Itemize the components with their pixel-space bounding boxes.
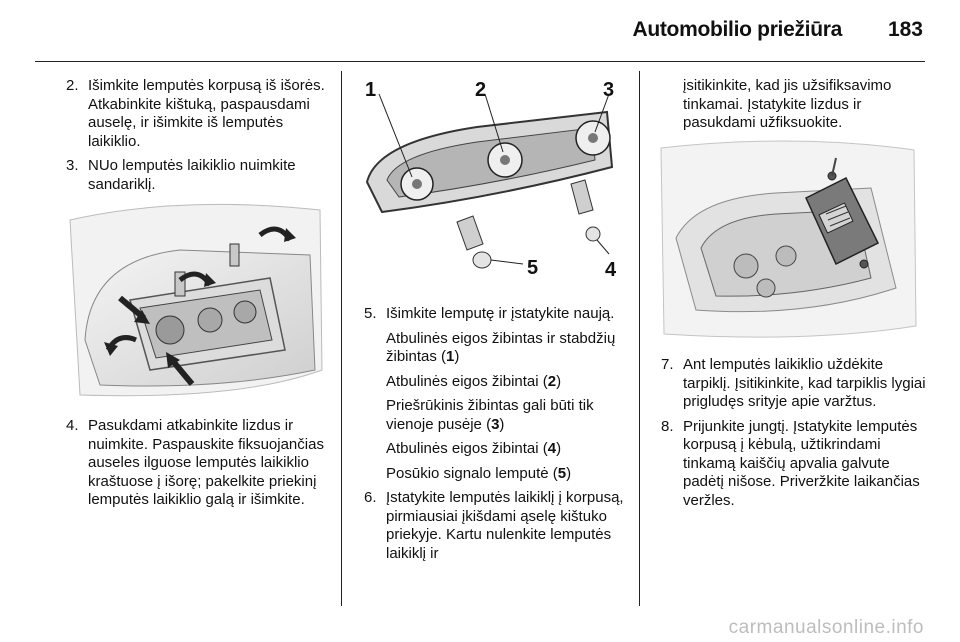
legend-item-2: Atbulinės eigos žibintai (2) bbox=[386, 372, 562, 390]
step-text: Pasukdami atkabinkite lizdus ir nuimkite. Paspauskite fiksuojančias auseles ilguose lemputės laikiklio kraštuose į išorę; pakelkite priekinį lemputės laikiklio galą ir išimkite. bbox=[88, 417, 324, 508]
column-3-lower bbox=[661, 356, 926, 510]
step-2: 2. Išimkite lemputės korpusą iš išorės. Atkabinkite kištuką, paspausdami auselę, ir išimkite iš lemputės laikiklio. bbox=[66, 77, 325, 150]
callout-1: 1 bbox=[365, 79, 377, 101]
legend-item-4: Atbulinės eigos žibintai (4) bbox=[386, 440, 562, 457]
step-text: Prijunkite jungtį. Įstatykite lemputės korpusą į kėbulą, užtikrindami tinkamą kaiščių apvalia galvute padėtį nišose. Priveržkite laikančias veržles. bbox=[683, 417, 920, 509]
legend-item-3: Priešrūkinis žibintas gali būti tik vienoje pusėje (3) bbox=[386, 397, 594, 433]
header-divider bbox=[35, 61, 925, 62]
step-4: 4. Pasukdami atkabinkite lizdus ir nuimkite. Paspauskite fiksuojančias auseles ilguose lemputės laikiklio kraštuose į išorę; pakelkite priekinį lemputės laikiklio galą ir išimkite. bbox=[66, 417, 324, 508]
seal-connector-illustration bbox=[656, 138, 920, 342]
column-3 bbox=[661, 77, 926, 133]
column-2 bbox=[364, 305, 634, 563]
legend-item-5: Posūkio signalo lemputė (5) bbox=[386, 464, 572, 482]
step-6: 6. Įstatykite lemputės laikiklį į korpusą, pirmiausiai įkišdami ąselę kištuko priekyje. Kartu nulenkite lemputės laikiklį ir bbox=[364, 489, 624, 562]
step-text: NUo lemputės laikiklio nuimkite sandariklį. bbox=[88, 157, 296, 193]
lamp-holder-removal-illustration bbox=[60, 200, 328, 404]
column-1-lower bbox=[66, 417, 331, 510]
bulb-positions-illustration bbox=[357, 72, 623, 286]
callout-5: 5 bbox=[527, 257, 539, 279]
step-text: Įstatykite lemputės laikiklį į korpusą, pirmiausiai įkišdami ąselę kištuko priekyje. Kartu nulenkite lemputės laikiklį ir bbox=[386, 489, 624, 562]
step-text: Ant lemputės laikiklio uždėkite tarpiklį. Įsitikinkite, kad tarpiklis lygiai prigludęs srityje apie varžtus. bbox=[683, 356, 926, 410]
page-number: 183 bbox=[887, 18, 923, 41]
step-3: 3. NUo lemputės laikiklio nuimkite sandariklį. bbox=[66, 157, 296, 193]
page-title: Automobilio priežiūra bbox=[632, 18, 842, 41]
callout-2: 2 bbox=[475, 79, 487, 101]
legend-item-1: Atbulinės eigos žibintas ir stabdžių žibintas (1) bbox=[386, 329, 616, 365]
column-1 bbox=[66, 77, 331, 194]
callout-3: 3 bbox=[603, 79, 615, 101]
step-text: Išimkite lemputę ir įstatykite naują. bbox=[386, 305, 615, 322]
callout-4: 4 bbox=[605, 259, 617, 281]
watermark: carmanualsonline.info bbox=[728, 617, 924, 638]
column-divider-1 bbox=[341, 71, 342, 606]
step-8: 8. Prijunkite jungtį. Įstatykite lemputės korpusą į kėbulą, užtikrindami tinkamą kaiščių apvalia galvute padėtį nišose. Priveržkite laikančias veržles. bbox=[661, 417, 920, 509]
step-text: Išimkite lemputės korpusą iš išorės. Atkabinkite kištuką, paspausdami auselę, ir išimkite iš lemputės laikiklio. bbox=[88, 77, 325, 150]
step-7: 7. Ant lemputės laikiklio uždėkite tarpiklį. Įsitikinkite, kad tarpiklis lygiai prigludęs srityje apie varžtus. bbox=[661, 356, 926, 410]
step-6-continuation: įsitikinkite, kad jis užsifiksavimo tinkamai. Įstatykite lizdus ir pasukdami užfiksuokite. bbox=[683, 77, 892, 131]
page-header bbox=[0, 0, 960, 62]
column-divider-2 bbox=[639, 71, 640, 606]
step-5: 5. Išimkite lemputę ir įstatykite naują. bbox=[364, 305, 615, 322]
